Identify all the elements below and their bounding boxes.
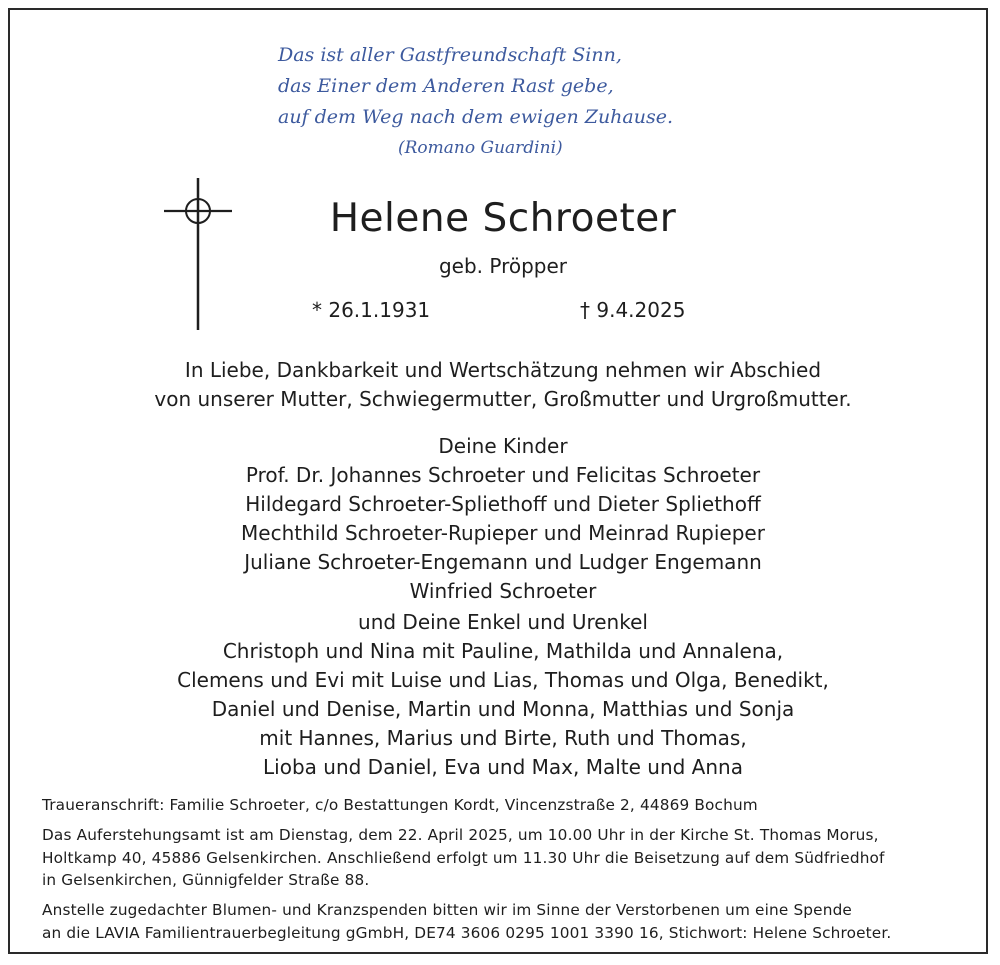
grandchildren-list — [10, 608, 996, 782]
mourning-address — [42, 794, 972, 817]
grandchildren-heading: und Deine Enkel und Urenkel — [358, 610, 648, 634]
mourner-line: mit Hannes, Marius und Birte, Ruth und Thomas, — [259, 726, 747, 750]
donation-line: an die LAVIA Familientrauerbegleitung gGmbH, DE74 3606 0295 1001 3390 16, Stichwort: Helene Schroeter. — [42, 923, 892, 942]
mourner-line: Prof. Dr. Johannes Schroeter und Felicitas Schroeter — [245, 463, 761, 487]
birth-date: * 26.1.1931 — [312, 298, 431, 322]
handwritten-quote — [278, 40, 738, 164]
obituary-notice — [8, 8, 988, 954]
children-list — [10, 432, 996, 606]
mourner-line: Juliane Schroeter-Engemann und Ludger Engemann — [244, 550, 762, 574]
quote-line: das Einer dem Anderen Rast gebe, — [278, 75, 614, 97]
service-line: in Gelsenkirchen, Günnigfelder Straße 88. — [42, 871, 370, 889]
farewell-line: von unserer Mutter, Schwiegermutter, Großmutter und Urgroßmutter. — [154, 387, 852, 411]
death-date: † 9.4.2025 — [580, 298, 686, 322]
birth-name: geb. Pröpper — [438, 254, 568, 278]
mourner-line: Daniel und Denise, Martin und Monna, Matthias und Sonja — [211, 697, 795, 721]
service-line: Holtkamp 40, 45886 Gelsenkirchen. Anschließend erfolgt um 11.30 Uhr die Beisetzung auf dem Südfriedhof — [42, 848, 885, 867]
farewell-line: In Liebe, Dankbarkeit und Wertschätzung nehmen wir Abschied — [184, 358, 822, 382]
quote-line: Das ist aller Gastfreundschaft Sinn, — [278, 44, 622, 66]
service-info — [42, 824, 972, 892]
service-line: Das Auferstehungsamt ist am Dienstag, dem 22. April 2025, um 10.00 Uhr in der Kirche St. Thomas Morus, — [42, 826, 879, 844]
quote-author: (Romano Guardini) — [398, 138, 563, 158]
mourner-line: Mechthild Schroeter-Rupieper und Meinrad Rupieper — [241, 521, 765, 545]
farewell-text — [10, 356, 996, 414]
mourner-line: Christoph und Nina mit Pauline, Mathilda und Annalena, — [222, 639, 784, 663]
donation-line: Anstelle zugedachter Blumen- und Kranzspenden bitten wir im Sinne der Verstorbenen um eine Spende — [42, 901, 852, 919]
mourner-line: Lioba und Daniel, Eva und Max, Malte und Anna — [263, 755, 743, 779]
mourner-line: Clemens und Evi mit Luise und Lias, Thomas und Olga, Benedikt, — [177, 668, 829, 692]
donation-info — [42, 899, 972, 944]
mourner-line: Winfried Schroeter — [409, 579, 597, 603]
children-heading: Deine Kinder — [438, 434, 568, 458]
address-line: Traueranschrift: Familie Schroeter, c/o Bestattungen Kordt, Vincenzstraße 2, 44869 Bochum — [42, 796, 758, 814]
mourner-line: Hildegard Schroeter-Spliethoff und Dieter Spliethoff — [245, 492, 761, 516]
deceased-name: Helene Schroeter — [329, 196, 677, 241]
quote-line: auf dem Weg nach dem ewigen Zuhause. — [278, 106, 674, 128]
